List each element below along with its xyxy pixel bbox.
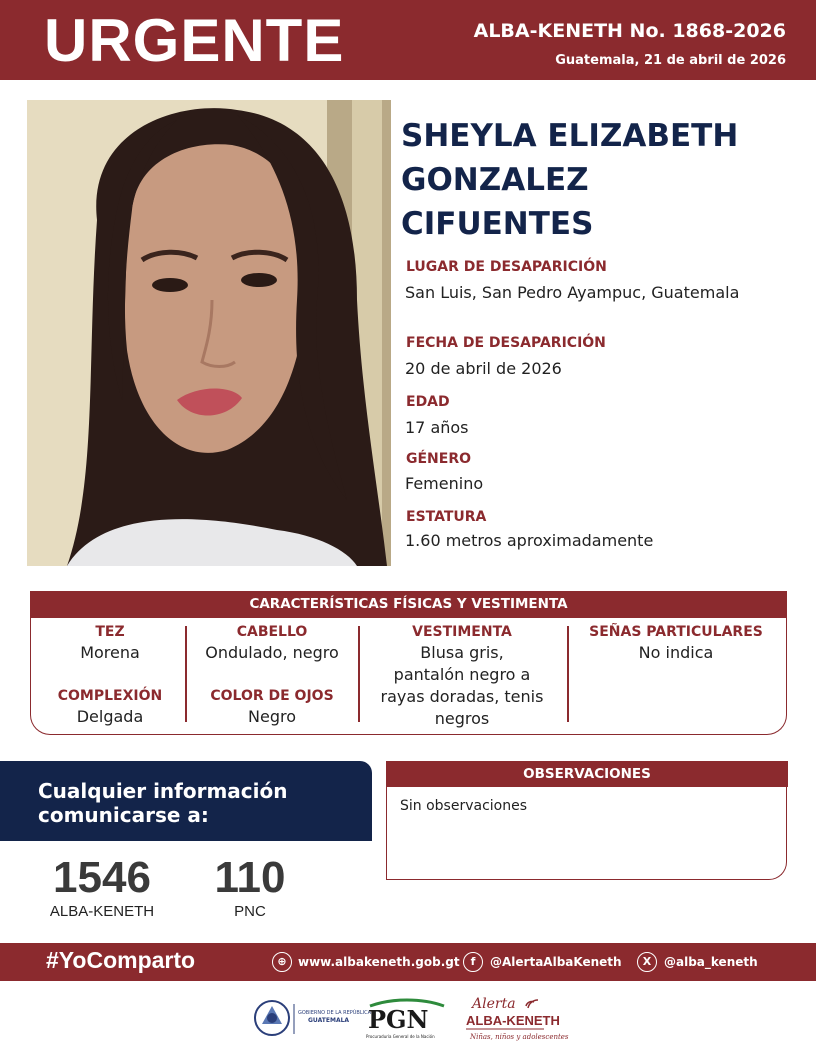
svg-text:Niñas, niños y adolescentes: Niñas, niños y adolescentes xyxy=(470,1033,569,1041)
name-line-3: CIFUENTES xyxy=(401,206,594,242)
vestimenta-line: rayas doradas, tenis xyxy=(380,687,544,706)
edad-label: EDAD xyxy=(406,394,450,410)
complexion-label: COMPLEXIÓN xyxy=(57,688,163,704)
urgente-title: URGENTE xyxy=(44,7,345,74)
divider xyxy=(567,626,569,722)
edad-value: 17 años xyxy=(405,418,469,437)
alert-number: ALBA-KENETH No. 1868-2026 xyxy=(473,20,786,42)
observations-title: OBSERVACIONES xyxy=(386,761,788,787)
x-icon: X xyxy=(637,952,657,972)
estatura-label: ESTATURA xyxy=(406,509,487,525)
contact-line-1: Cualquier información xyxy=(38,779,288,803)
contact-text xyxy=(38,779,368,827)
hashtag[interactable]: #YoComparto xyxy=(46,947,196,973)
genero-value: Femenino xyxy=(405,474,484,493)
genero-label: GÉNERO xyxy=(406,451,472,467)
estatura-value: 1.60 metros aproximadamente xyxy=(405,531,654,550)
svg-text:PGN: PGN xyxy=(368,1005,429,1034)
lugar-label: LUGAR DE DESAPARICIÓN xyxy=(406,259,607,275)
svg-text:Alerta: Alerta xyxy=(472,996,516,1012)
portrait-illustration xyxy=(27,100,391,566)
person-name xyxy=(401,114,801,246)
missing-person-photo xyxy=(27,100,391,566)
x-link[interactable]: @alba_keneth xyxy=(664,955,758,969)
fecha-value: 20 de abril de 2026 xyxy=(405,359,562,378)
senas-label: SEÑAS PARTICULARES xyxy=(589,624,763,640)
facebook-link[interactable]: @AlertaAlbaKeneth xyxy=(490,955,622,969)
complexion-value: Delgada xyxy=(76,707,144,726)
alerta-alba-keneth-logo xyxy=(464,992,569,1044)
guatemala-government-logo xyxy=(250,996,372,1042)
svg-text:GUATEMALA: GUATEMALA xyxy=(308,1017,350,1024)
contact-line-2: comunicarse a: xyxy=(38,803,209,827)
divider xyxy=(358,626,360,722)
vestimenta-label: VESTIMENTA xyxy=(412,624,512,640)
facebook-icon: f xyxy=(463,952,483,972)
ojos-value: Negro xyxy=(248,707,296,726)
cabello-value: Ondulado, negro xyxy=(205,643,339,662)
phone-pnc-label: PNC xyxy=(234,903,266,920)
observations-text: Sin observaciones xyxy=(400,798,528,814)
vestimenta-line: pantalón negro a xyxy=(393,665,531,684)
svg-text:GOBIERNO DE LA REPÚBLICA: GOBIERNO DE LA REPÚBLICA xyxy=(298,1010,372,1016)
vestimenta-value xyxy=(362,642,562,730)
phone-alba-keneth[interactable]: 1546 xyxy=(53,853,151,902)
pgn-logo xyxy=(362,996,452,1042)
vestimenta-line: Blusa gris, xyxy=(420,643,504,662)
tez-label: TEZ xyxy=(95,624,125,640)
cabello-label: CABELLO xyxy=(236,624,308,640)
lugar-value: San Luis, San Pedro Ayampuc, Guatemala xyxy=(405,283,740,302)
svg-text:ALBA-KENETH: ALBA-KENETH xyxy=(466,1013,560,1028)
vestimenta-line: negros xyxy=(434,709,490,728)
name-line-1: SHEYLA ELIZABETH xyxy=(401,118,739,154)
phone-alba-keneth-label: ALBA-KENETH xyxy=(49,903,155,920)
senas-value: No indica xyxy=(638,643,714,662)
tez-value: Morena xyxy=(80,643,140,662)
divider xyxy=(185,626,187,722)
characteristics-title: CARACTERÍSTICAS FÍSICAS Y VESTIMENTA xyxy=(30,591,787,618)
website-link[interactable]: www.albakeneth.gob.gt xyxy=(298,955,460,969)
phone-pnc[interactable]: 110 xyxy=(214,853,286,902)
fecha-label: FECHA DE DESAPARICIÓN xyxy=(406,335,606,351)
ojos-label: COLOR DE OJOS xyxy=(210,688,334,704)
alert-date: Guatemala, 21 de abril de 2026 xyxy=(555,53,786,68)
name-line-2: GONZALEZ xyxy=(401,162,589,198)
globe-icon: ⊕ xyxy=(272,952,292,972)
svg-text:Procuraduría General de la Nac: Procuraduría General de la Nación xyxy=(366,1034,435,1039)
